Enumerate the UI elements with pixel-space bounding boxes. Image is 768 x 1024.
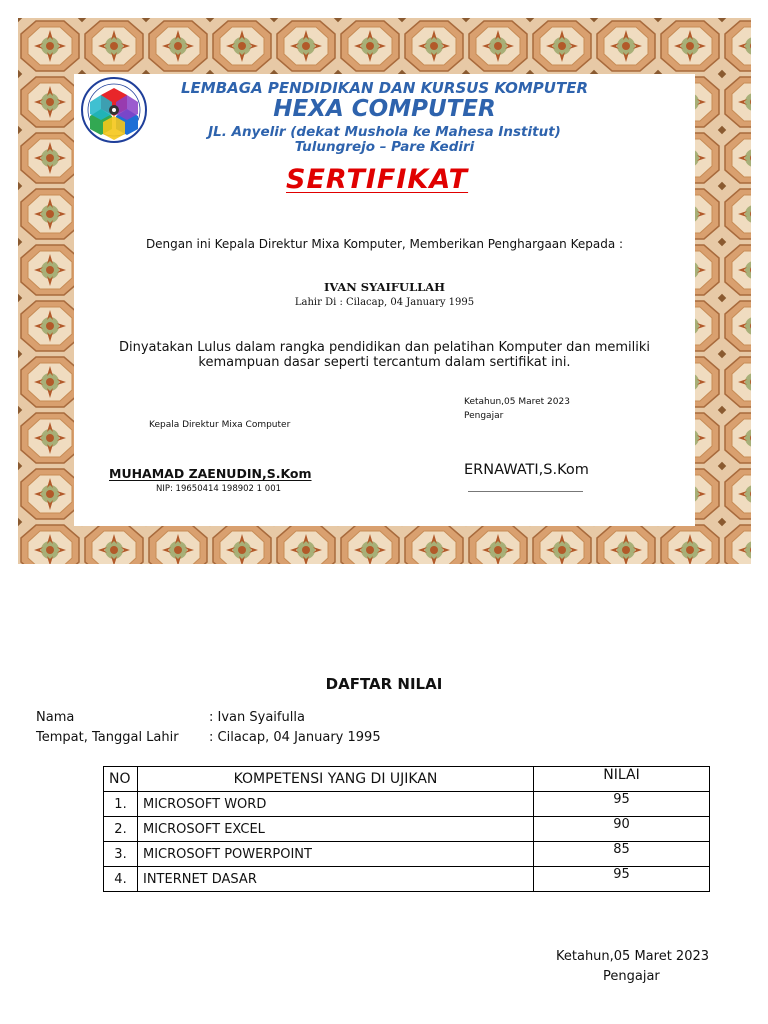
row-competency: MICROSOFT POWERPOINT [138,842,534,867]
head-label: Kepala Direktur Mixa Computer [149,420,291,430]
signature-line [468,491,583,492]
grades-date: Ketahun,05 Maret 2023 [556,949,710,964]
row-no: 2. [104,817,138,842]
row-no: 4. [104,867,138,892]
header-no: NO [104,767,138,792]
header-competency: KOMPETENSI YANG DI UJIKAN [138,767,534,792]
teacher-role: Pengajar [464,411,504,421]
intro-text: Dengan ini Kepala Direktur Mixa Komputer, Memberikan Penghargaan Kepada : [145,237,624,251]
grades-title: DAFTAR NILAI [325,675,443,693]
table-header-row [104,767,710,792]
name-label: Nama [36,710,75,725]
header-score: NILAI [534,767,710,792]
row-no: 3. [104,842,138,867]
birth-value: : Cilacap, 04 January 1995 [209,730,381,745]
table-row [104,792,710,817]
address-line-2: Tulungrejo – Pare Kediri [294,139,475,155]
certificate-title: SERTIFIKAT [286,164,469,195]
pass-statement [74,340,695,370]
institution-name: HEXA COMPUTER [273,96,496,122]
institution-line: LEMBAGA PENDIDIKAN DAN KURSUS KOMPUTER [181,79,588,97]
row-competency: INTERNET DASAR [138,867,534,892]
row-score: 95 [534,792,710,817]
grades-role: Pengajar [603,969,660,984]
table-row [104,842,710,867]
head-name: MUHAMAD ZAENUDIN,S.Kom [109,466,312,481]
row-score: 90 [534,817,710,842]
head-nip: NIP: 19650414 198902 1 001 [156,484,282,494]
pass-statement-line-1: Dinyatakan Lulus dalam rangka pendidikan dan pelatihan Komputer dan memiliki [118,340,651,355]
teacher-name: ERNAWATI,S.Kom [464,462,589,478]
address-line-1: JL. Anyelir (dekat Mushola ke Mahesa Institut) [208,124,561,140]
row-competency: MICROSOFT WORD [138,792,534,817]
recipient-birth: Lahir Di : Cilacap, 04 January 1995 [294,297,475,308]
row-score: 95 [534,867,710,892]
certificate-body [74,74,695,526]
row-no: 1. [104,792,138,817]
certificate-date: Ketahun,05 Maret 2023 [464,397,570,407]
pass-statement-line-2: kemampuan dasar seperti tercantum dalam sertifikat ini. [198,355,571,370]
row-score: 85 [534,842,710,867]
birth-label: Tempat, Tanggal Lahir [36,730,179,745]
table-row [104,817,710,842]
recipient-name: IVAN SYAIFULLAH [323,280,446,294]
grades-table [103,766,710,892]
name-value: : Ivan Syaifulla [209,710,305,725]
certificate [18,18,751,564]
row-competency: MICROSOFT EXCEL [138,817,534,842]
table-row [104,867,710,892]
